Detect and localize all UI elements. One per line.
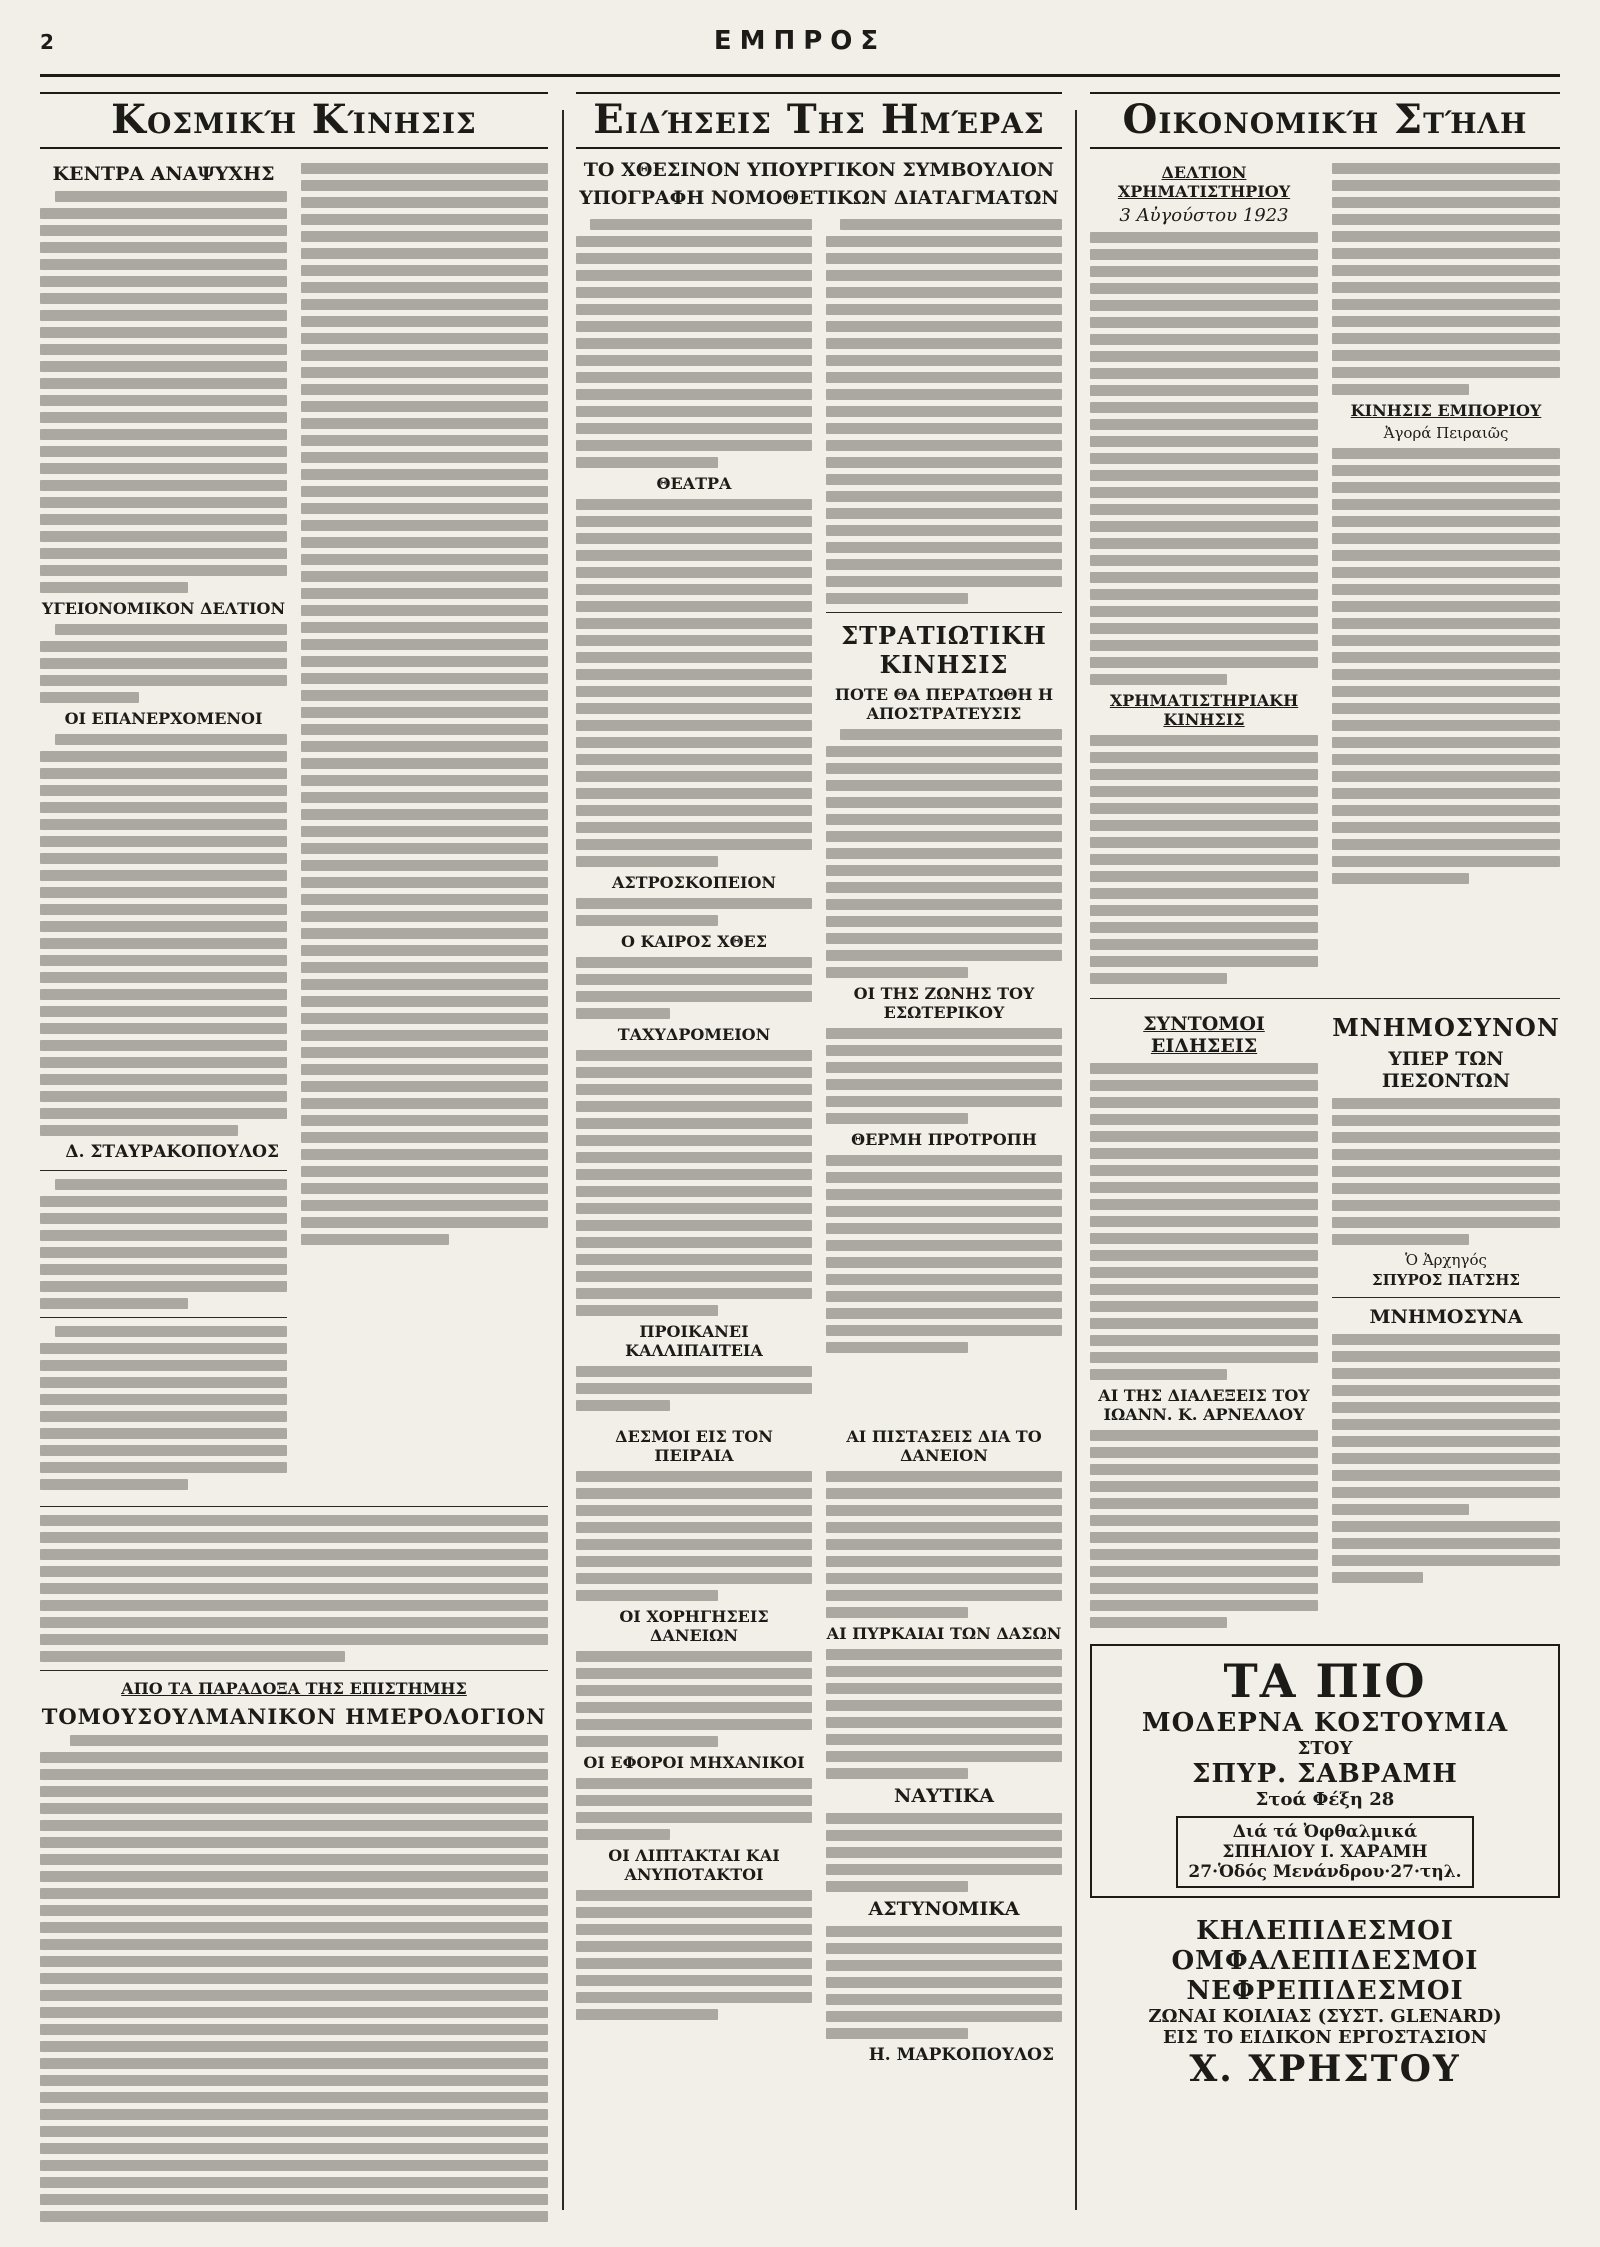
eidiseis-lower-right [826,1421,1062,2071]
glenard-ad [1090,1908,1560,2098]
oikonomiki-lower-right [1332,1007,1560,1634]
loan-head: ΑΙ ΠΙΣΤΑΣΕΙΣ ΔΙΑ ΤΟ ΔΑΝΕΙΟΝ [846,1427,1042,1465]
memorial-subhead: ΥΠΕΡ ΤΩΝ ΠΕΣΟΝΤΩΝ [1381,1048,1511,1092]
kosmiki-left-subcolumn [40,157,287,1496]
eidiseis-left-subcolumn [576,213,812,1417]
kostoumia-ad [1090,1644,1560,1898]
proposal-head: ΘΕΡΜΗ ΠΡΟΤΡΟΠΗ [851,1130,1037,1149]
ad-line: ΜΟΔΕΡΝΑ ΚΟΣΤΟΥΜΙΑ [1141,1708,1509,1738]
liptaktai-head: ΟΙ ΛΙΠΤΑΚΤΑΙ ΚΑΙ ΑΝΥΠΟΤΑΚΤΟΙ [608,1846,780,1884]
ad-line: 27·Ὁδός Μενάνδρου·27·τηλ. [1188,1862,1462,1882]
zone-head: ΟΙ ΤΗΣ ΖΩΝΗΣ ΤΟΥ ΕΣΩΤΕΡΙΚΟΥ [853,984,1035,1022]
ad-line: Διά τά Ὀφθαλμικά [1232,1822,1418,1842]
ad-line: ΣΤΟΥ [1297,1738,1353,1759]
ad-line: ΚΗΛΕΠΙΔΕΣΜΟΙ [1196,1916,1454,1946]
signature: Δ. ΣΤΑΥΡΑΚΟΠΟΥΛΟΣ [65,1142,279,1162]
column-rule [1075,110,1077,2210]
mnimosyna-head: ΜΝΗΜΟΣΥΝΑ [1369,1306,1523,1328]
signature: Η. ΜΑΡΚΟΠΟΥΛΟΣ [868,2045,1054,2065]
kosmiki-title: Κοσμική Κίνησις [40,92,548,149]
memorial-signer-title: Ὁ Ἀρχηγός [1405,1251,1487,1269]
oikonomiki-title: Οικονομική Στήλη [1090,92,1560,149]
ad-line: ΤΑ ΠΙΟ [1223,1654,1427,1708]
theatre-head: ΘΕΑΤΡΑ [656,474,732,493]
brief-head: ΣΥΝΤΟΜΟΙ ΕΙΔΗΣΕΙΣ [1143,1013,1265,1057]
ad-line: ΕΙΣ ΤΟ ΕΙΔΙΚΟΝ ΕΡΓΟΣΤΑΣΙΟΝ [1162,2027,1488,2048]
ad-line: Χ. ΧΡΗΣΤΟΥ [1189,2048,1461,2090]
ad-line: ΟΜΦΑΛΕΠΙΔΕΣΜΟΙ [1171,1946,1479,1976]
police-head: ΑΣΤΥΝΟΜΙΚΑ [868,1898,1020,1920]
market-subhead: Ἀγορά Πειραιῶς [1383,424,1509,442]
distinctions-head: ΑΙ ΤΗΣ ΔΙΑΛΕΞΕΙΣ ΤΟΥ ΙΩΑΝΝ. Κ. ΑΡΝΕΛΛΟΥ [1098,1386,1310,1424]
paper-name: ΕΜΠΡΟΣ [713,26,887,56]
oikonomiki-column [1090,92,1560,2222]
post-head: ΤΑΧΥΔΡΟΜΕΙΟΝ [617,1025,771,1044]
forest-head: ΑΙ ΠΥΡΚΑΙΑΙ ΤΩΝ ΔΑΣΩΝ [826,1624,1062,1643]
memorial-head: ΜΝΗΜΟΣΥΝΟΝ [1332,1013,1560,1042]
section-head: ΚΕΝΤΡΑ ΑΝΑΨΥΧΗΣ [52,163,275,185]
ad-line: ΝΕΦΡΕΠΙΔΕΣΜΟΙ [1186,1976,1464,2006]
eidiseis-column [576,92,1062,2222]
section-head: ΥΓΕΙΟΝΟΜΙΚΟΝ ΔΕΛΤΙΟΝ [41,599,286,618]
eidiseis-right-subcolumn [826,213,1062,1417]
eidiseis-lower-left [576,1421,812,2071]
desmoi-head: ΔΕΣΜΟΙ ΕΙΣ ΤΟΝ ΠΕΙΡΑΙΑ [615,1427,773,1465]
page-number: 2 [40,30,54,54]
kosmiki-column [40,92,548,2222]
lead-headline: ΤΟ ΧΘΕΣΙΝΟΝ ΥΠΟΥΡΓΙΚΟΝ ΣΥΜΒΟΥΛΙΟΝ [583,159,1055,181]
masthead [40,22,1560,77]
naval-head: ΝΑΥΤΙΚΑ [894,1785,994,1807]
bourse-date: 3 Αὐγούστου 1923 [1119,205,1289,226]
guides-head: ΟΙ ΧΟΡΗΓΗΣΕΙΣ ΔΑΝΕΙΩΝ [619,1607,769,1645]
bottom-subhead: ΑΠΟ ΤΑ ΠΑΡΑΔΟΞΑ ΤΗΣ ΕΠΙΣΤΗΜΗΣ [121,1679,467,1698]
oikonomiki-left-subcolumn [1090,157,1318,990]
bottom-title: ΤΟΜΟΥΣΟΥΛΜΑΝΙΚΟΝ ΗΜΕΡΟΛΟΓΙΟΝ [41,1704,547,1729]
lead-subheadline: ΥΠΟΓΡΑΦΗ ΝΟΜΟΘΕΤΙΚΩΝ ΔΙΑΤΑΓΜΑΤΩΝ [579,187,1059,209]
prefix-head: ΠΡΟΙΚΑΝΕΙ ΚΑΛΛΙΠΑΙΤΕΙΑ [625,1322,763,1360]
astro-head: ΑΣΤΡΟΣΚΟΠΕΙΟΝ [611,873,777,892]
bourse-head: ΔΕΛΤΙΟΝ ΧΡΗΜΑΤΙΣΤΗΡΙΟΥ [1117,163,1291,201]
column-rule [562,110,564,2210]
oikonomiki-right-subcolumn [1332,157,1560,990]
section-head: ΟΙ ΕΠΑΝΕΡΧΟΜΕΝΟΙ [64,709,263,728]
ad-line: Στοά Φέξη 28 [1255,1789,1395,1810]
ad-line: ΣΠΥΡ. ΣΑΒΡΑΜΗ [1192,1759,1458,1789]
eidiseis-title: Ειδήσεις Της Ημέρας [576,92,1062,149]
oikonomiki-lower-left [1090,1007,1318,1634]
ad-line: ΣΠΗΛΙΟΥ Ι. ΧΑΡΑΜΗ [1222,1842,1428,1862]
kosmiki-right-subcolumn [301,157,548,1496]
market-head: ΚΙΝΗΣΙΣ ΕΜΠΟΡΙΟΥ [1350,401,1542,420]
ad-line: ΖΩΝΑΙ ΚΟΙΛΙΑΣ (ΣΥΣΤ. GLENARD) [1148,2006,1502,2027]
weather-head: Ο ΚΑΙΡΟΣ ΧΘΕΣ [620,932,768,951]
efori-head: ΟΙ ΕΦΟΡΟΙ ΜΗΧΑΝΙΚΟΙ [583,1753,805,1772]
ad-optician-box [1176,1816,1473,1888]
military-subhead: ΠΟΤΕ ΘΑ ΠΕΡΑΤΩΘΗ Η ΑΠΟΣΤΡΑΤΕΥΣΙΣ [834,685,1054,723]
memorial-signer-name: ΣΠΥΡΟΣ ΠΑΤΣΗΣ [1371,1271,1520,1289]
military-head: ΣΤΡΑΤΙΩΤΙΚΗ ΚΙΝΗΣΙΣ [841,621,1047,679]
bourse-head-2: ΧΡΗΜΑΤΙΣΤΗΡΙΑΚΗ ΚΙΝΗΣΙΣ [1109,691,1299,729]
